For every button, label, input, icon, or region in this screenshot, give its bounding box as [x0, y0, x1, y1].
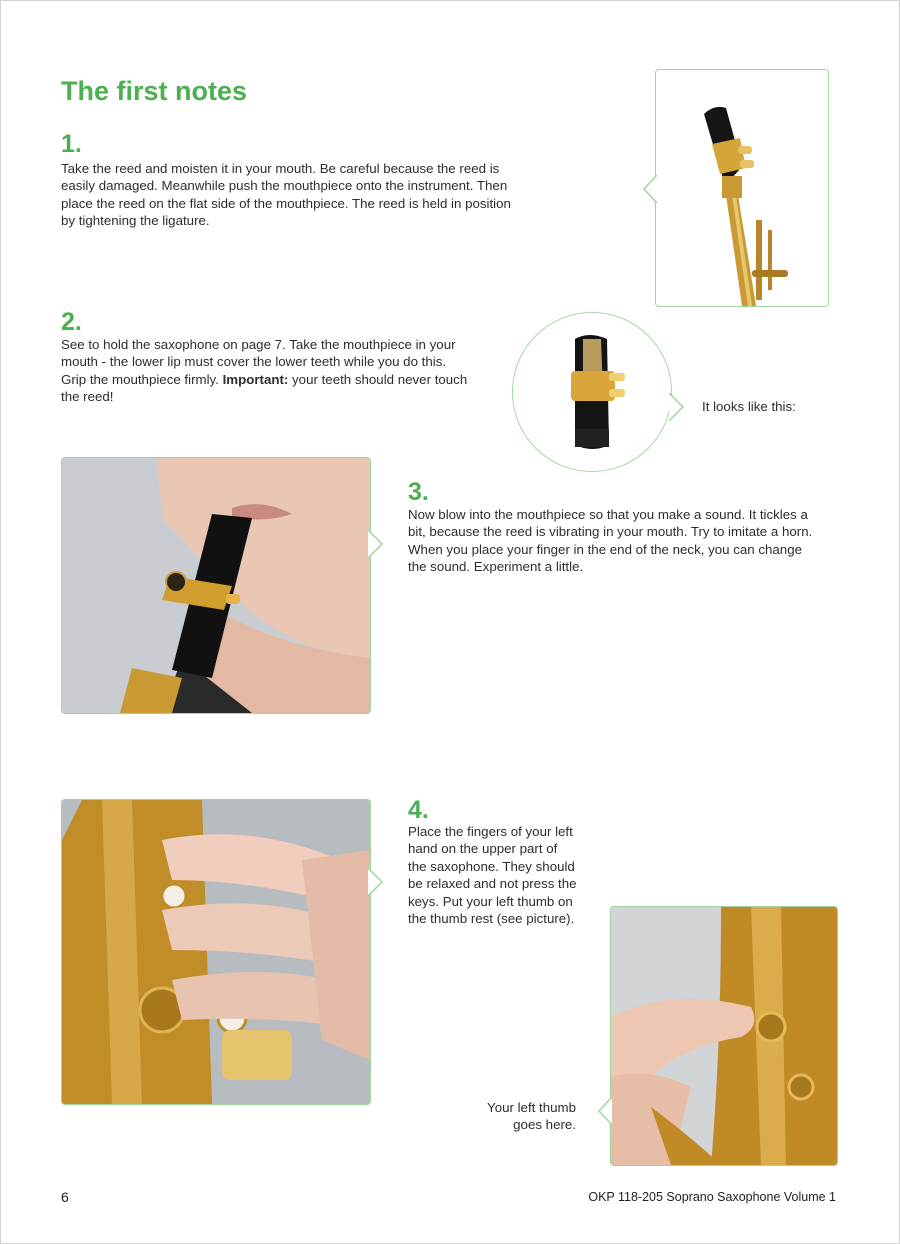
- photo-speech-notch: [669, 393, 685, 421]
- photo-blowing-mouthpiece: [61, 457, 371, 714]
- thumb-caption: Your left thumb goes here.: [487, 1100, 576, 1133]
- photo-thumb-rest: [610, 906, 838, 1166]
- step-4-text: Place the fingers of your left hand on the upper part of the saxophone. They should be relaxed and not press the keys. Put your left thumb on the thumb rest (see picture).: [408, 824, 577, 927]
- photo-left-hand-fingers: [61, 799, 371, 1105]
- step-2-text-part-1: See to hold the saxophone on page 7. Take the mouthpiece in your mouth - the lower lip must cover the lower teeth while you do this. Grip the mouthpiece firmly.: [61, 337, 456, 387]
- step-2-text-part-2: your teeth should never touch the reed!: [61, 371, 468, 405]
- step-3-text: Now blow into the mouthpiece so that you make a sound. It tickles a bit, because the reed is vibrating in your mouth. Try to imitate a horn. When you place your finger in the end of the neck, you can change the sound. Experiment a little.: [408, 507, 813, 575]
- left-hand-fingers-image: [62, 800, 370, 1104]
- page-title: The first notes: [61, 76, 248, 106]
- thumb-rest-image: [611, 907, 837, 1165]
- photo-speech-notch: [368, 530, 384, 558]
- blowing-mouthpiece-image: [62, 458, 370, 713]
- photo-mouthpiece-on-neck: [655, 69, 829, 307]
- photo-speech-notch: [368, 868, 384, 896]
- step-2-important-label: Important:: [222, 371, 289, 387]
- photo-speech-notch: [598, 1097, 612, 1125]
- mouthpiece-image: [513, 313, 671, 471]
- mouthpiece-on-neck-image: [656, 70, 828, 306]
- step-2-text: [61, 336, 471, 406]
- photo-mouthpiece-round: [512, 312, 672, 472]
- step-1-text: Take the reed and moisten it in your mouth. Be careful because the reed is easily damaged. Meanwhile push the mouthpiece onto the instrument. Then place the reed on the flat side of the mouthpiece. The reed is held in position by tightening the ligature.: [61, 161, 511, 229]
- step-2-number: 2.: [61, 308, 82, 336]
- step-3-number: 3.: [408, 478, 429, 506]
- photo-speech-notch: [643, 175, 657, 203]
- mouthpiece-caption: It looks like this:: [702, 399, 796, 414]
- step-1-number: 1.: [61, 130, 82, 158]
- book-title-footer: OKP 118-205 Soprano Saxophone Volume 1: [588, 1190, 836, 1204]
- page-number: 6: [61, 1189, 69, 1205]
- step-4-number: 4.: [408, 796, 429, 824]
